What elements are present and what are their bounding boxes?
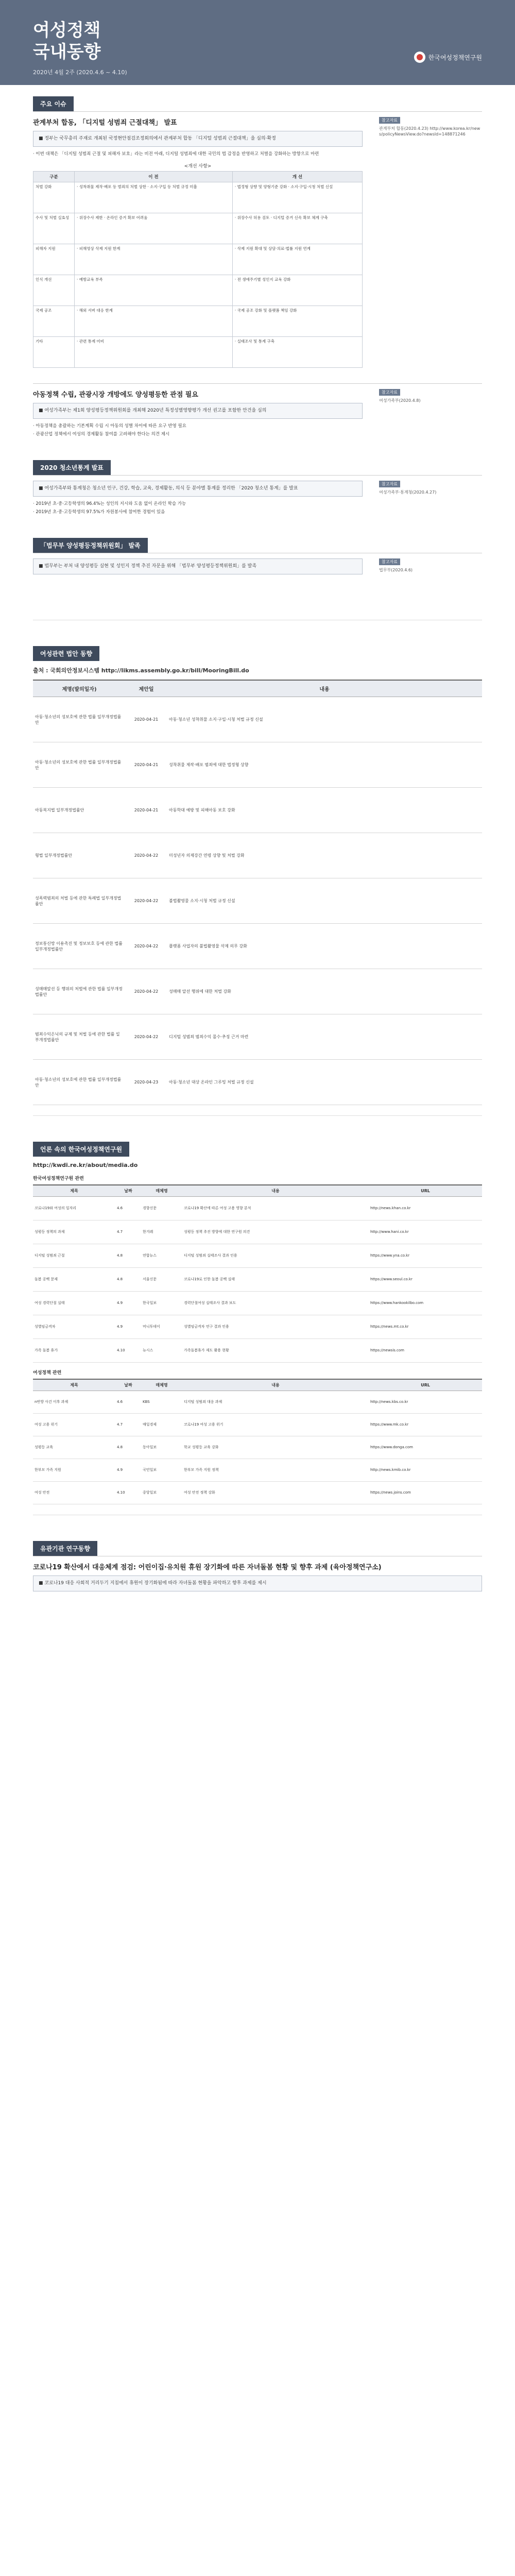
reference-box (379, 481, 482, 517)
cell[interactable]: 성매매알선 등 행위의 처벌에 관한 법률 일부개정법률안 (33, 969, 126, 1014)
url-link[interactable]: https://news.joins.com (369, 1482, 482, 1504)
table-row (33, 275, 363, 306)
cell: 4.10 (115, 1482, 141, 1504)
url-link[interactable]: https://www.seoul.co.kr (369, 1268, 482, 1292)
banner-subtitle: 국내동향 (33, 42, 101, 62)
col-header: 날짜 (115, 1379, 141, 1391)
cell[interactable]: 아동복지법 일부개정법률안 (33, 788, 126, 833)
cell: 서울신문 (141, 1268, 182, 1292)
header-banner (0, 0, 515, 85)
cell: 4.8 (115, 1268, 141, 1292)
cell: 경력단절여성 실태조사 결과 보도 (182, 1292, 369, 1315)
cell: 한부모 가족 지원 정책 (182, 1459, 369, 1482)
cell: · 성착취물 제작·배포 등 범죄의 처벌 상한 · 소지·구입 등 처벌 규정 미흡 (75, 182, 233, 213)
reference-label: 참고자료 (379, 558, 400, 565)
table-row (33, 1014, 482, 1060)
cell: 불법촬영물 소지·시청 처벌 규정 신설 (167, 878, 482, 924)
table-row (33, 244, 363, 275)
cell: 처벌 강화 (33, 182, 75, 213)
cell: · 피해영상 삭제 지원 한계 (75, 244, 233, 275)
col-header: 개 선 (232, 172, 362, 182)
issue-title: 아동정책 수립, 관광시장 개방에도 양성평등한 관점 필요 (33, 391, 198, 399)
cell: 코로나19 확산에 따른 여성 고용 영향 분석 (182, 1197, 369, 1221)
col-header: 제명(발의일자) (33, 680, 126, 697)
cell[interactable]: 정보통신망 이용촉진 및 정보보호 등에 관한 법률 일부개정법률안 (33, 924, 126, 969)
cell: · 국제 공조 강화 및 플랫폼 책임 강화 (232, 306, 362, 337)
cell: 2020-04-21 (126, 788, 167, 833)
reference-box (379, 558, 482, 609)
table-row (33, 337, 363, 368)
cell: 한부모 가족 지원 (33, 1459, 115, 1482)
url-link[interactable]: http://news.kmib.co.kr (369, 1459, 482, 1482)
table-row (33, 697, 482, 742)
col-header: 제안일 (126, 680, 167, 697)
url-link[interactable]: https://news.mt.co.kr (369, 1315, 482, 1339)
research-title: 코로나19 확산에서 대응체계 점검: 어린이집·유치원 휴원 장기화에 따른 자녀돌봄 현황 및 향후 과제 (육아정책연구소) (33, 1564, 382, 1571)
table-row (33, 1197, 482, 1221)
table-row (33, 1482, 482, 1504)
cell: 성착취물 제작·배포 범죄에 대한 법정형 상향 (167, 742, 482, 788)
cell: 코로나19와 여성의 일자리 (33, 1197, 115, 1221)
table-row (33, 924, 482, 969)
issue-item (33, 111, 482, 368)
table-row (33, 878, 482, 924)
reference-box (379, 117, 482, 368)
col-header: 날짜 (115, 1185, 141, 1197)
cell[interactable]: 성폭력범죄의 처벌 등에 관한 특례법 일부개정법률안 (33, 878, 126, 924)
url-link[interactable]: https://www.hankookilbo.com (369, 1292, 482, 1315)
cell: · 해외 서버 대응 한계 (75, 306, 233, 337)
reference-link[interactable]: 여성가족부(2020.4.8) (379, 398, 421, 403)
col-header: 이 전 (75, 172, 233, 182)
cell: 성평등 정책 추진 방향에 대한 연구원 의견 (182, 1221, 369, 1244)
cell: 성평등 정책의 과제 (33, 1221, 115, 1244)
cell: 국제 공조 (33, 306, 75, 337)
cell: 성별임금격차 (33, 1315, 115, 1339)
cell: 피해자 지원 (33, 244, 75, 275)
source-site[interactable]: http://kwdi.re.kr/about/media.do (33, 1162, 138, 1168)
cell: 뉴시스 (141, 1339, 182, 1363)
issue-summary: ■ 법무부는 부처 내 양성평등 실현 및 성인지 정책 추진 자문을 위해 「법무부 양성평등정책위원회」를 발족 (33, 558, 363, 574)
cell: 여성 고용 위기 (33, 1414, 115, 1436)
cell: 2020-04-22 (126, 1014, 167, 1060)
col-header: 제목 (33, 1185, 115, 1197)
improvement-table (33, 171, 363, 368)
issue-summary: ■ 정부는 국무총리 주재로 개최된 국정현안점검조정회의에서 관계부처 합동 「디지털 성범죄 근절대책」을 심의·확정 (33, 131, 363, 147)
table-row (33, 1268, 482, 1292)
table-row (33, 1339, 482, 1363)
col-header: 내용 (182, 1379, 369, 1391)
cell: 여성 안전 정책 강화 (182, 1482, 369, 1504)
col-header: 매체명 (141, 1185, 182, 1197)
cell: 아동학대 예방 및 피해아동 보호 강화 (167, 788, 482, 833)
source-site[interactable]: 출처 : 국회의안정보시스템 http://likms.assembly.go.kr/bill/MooringBill.do (33, 667, 249, 674)
url-link[interactable]: https://www.mk.co.kr (369, 1414, 482, 1436)
cell: 2020-04-21 (126, 742, 167, 788)
cell: 4.6 (115, 1197, 141, 1221)
col-header: URL (369, 1379, 482, 1391)
media-table-2 (33, 1379, 482, 1504)
table-row (33, 1459, 482, 1482)
media-group-label: 여성정책 관련 (33, 1370, 62, 1376)
cell: KBS (141, 1391, 182, 1414)
cell: 중앙일보 (141, 1482, 182, 1504)
issue-bullet: · 관광산업 정책에서 여성의 경제활동 참여를 고려해야 한다는 의견 제시 (33, 432, 170, 437)
table-row (33, 1391, 482, 1414)
section-head-youth-stats: 2020 청소년통계 발표 (33, 460, 111, 475)
table-row (33, 742, 482, 788)
cell: 성매매 알선 행위에 대한 처벌 강화 (167, 969, 482, 1014)
col-header: 내용 (167, 680, 482, 697)
cell: 여성 안전 (33, 1482, 115, 1504)
cell: 디지털 성범죄 대응 과제 (182, 1391, 369, 1414)
kwdi-logo-icon (414, 52, 425, 63)
cell: 성별임금격차 연구 결과 인용 (182, 1315, 369, 1339)
cell: 4.8 (115, 1244, 141, 1268)
cell[interactable]: 범죄수익은닉의 규제 및 처벌 등에 관한 법률 일부개정법률안 (33, 1014, 126, 1060)
cell: 가족돌봄휴가 제도 활용 현황 (182, 1339, 369, 1363)
issue-bullet: · 이번 대책은 「디지털 성범죄 근절 및 피해자 보호」라는 비전 아래, 디지털 성범죄에 대한 국민의 법 감정을 반영하고 처벌을 강화하는 방향으로 마련 (33, 151, 319, 157)
cell: 한국일보 (141, 1292, 182, 1315)
reference-label: 참고자료 (379, 389, 400, 396)
issue-bullet: · 아동정책을 총괄하는 기본계획 수립 시 아동의 성별 차이에 따른 요구 반영 필요 (33, 423, 186, 429)
org-logo (414, 52, 482, 63)
cell: 플랫폼 사업자의 불법촬영물 삭제 의무 강화 (167, 924, 482, 969)
section-head-media: 언론 속의 한국여성정책연구원 (33, 1142, 129, 1157)
issue-title: 관계부처 합동, 「디지털 성범죄 근절대책」 발표 (33, 119, 177, 127)
cell: · 전 생애주기별 성인지 교육 강화 (232, 275, 362, 306)
reference-link[interactable]: 여성가족부·통계청(2020.4.27) (379, 490, 437, 495)
issue-bullet: · 2019년 초·중·고등학생의 96.4%는 성인의 지시와 도움 없이 온라인 학습 가능 (33, 501, 186, 506)
cell: 4.7 (115, 1414, 141, 1436)
table-row (33, 1414, 482, 1436)
cell: 디지털 성범죄 근절 (33, 1244, 115, 1268)
cell: 동아일보 (141, 1436, 182, 1459)
cell: 여성 경력단절 실태 (33, 1292, 115, 1315)
col-header: 내용 (182, 1185, 369, 1197)
table-row (33, 182, 363, 213)
cell: 4.10 (115, 1339, 141, 1363)
cell: 4.7 (115, 1221, 141, 1244)
cell: 학교 성평등 교육 강화 (182, 1436, 369, 1459)
url-link[interactable]: http://www.hani.co.kr (369, 1221, 482, 1244)
research-item (33, 1556, 482, 1591)
section-head-main-issue: 주요 이슈 (33, 96, 74, 111)
cell: · 실태조사 및 통계 구축 (232, 337, 362, 368)
col-header: URL (369, 1185, 482, 1197)
cell: 수사 및 처벌 실효성 (33, 213, 75, 244)
reference-box (379, 389, 482, 439)
url-link[interactable]: https://www.yna.co.kr (369, 1244, 482, 1268)
table-row (33, 306, 363, 337)
cell: 2020-04-22 (126, 833, 167, 878)
cell: 코로나19로 인한 돌봄 공백 실태 (182, 1268, 369, 1292)
table-title: <개선 사항> (184, 164, 212, 169)
cell: · 예방교육 부족 (75, 275, 233, 306)
research-summary: ■ 코로나19 대응 사회적 거리두기 지침에서 휴원이 장기화됨에 따라 자녀돌봄 현황을 파악하고 향후 과제를 제시 (33, 1575, 482, 1591)
issue-item (33, 475, 482, 517)
cell: 디지털 성범죄 범죄수익 몰수·추징 근거 마련 (167, 1014, 482, 1060)
issue-item (33, 383, 482, 439)
cell: · 관련 통계 미비 (75, 337, 233, 368)
cell: · 삭제 지원 확대 및 상담·의료·법률 지원 연계 (232, 244, 362, 275)
cell: 2020-04-23 (126, 1060, 167, 1105)
table-row (33, 1244, 482, 1268)
cell: 코로나19 여성 고용 위기 (182, 1414, 369, 1436)
cell: 매일경제 (141, 1414, 182, 1436)
cell: 돌봄 공백 문제 (33, 1268, 115, 1292)
col-header: 제목 (33, 1379, 115, 1391)
media-table (33, 1184, 482, 1363)
table-row (33, 833, 482, 878)
cell: 미성년자 의제강간 연령 상향 및 처벌 강화 (167, 833, 482, 878)
media-group-label: 한국여성정책연구원 관련 (33, 1176, 84, 1181)
bill-table (33, 680, 482, 1105)
col-header: 구분 (33, 172, 75, 182)
cell: 한겨레 (141, 1221, 182, 1244)
cell: 연합뉴스 (141, 1244, 182, 1268)
table-row (33, 1292, 482, 1315)
cell: 머니투데이 (141, 1315, 182, 1339)
cell: 기타 (33, 337, 75, 368)
cell: 가족 돌봄 휴가 (33, 1339, 115, 1363)
col-header: 매체명 (141, 1379, 182, 1391)
cell: · 위장수사 허용 검토 · 디지털 증거 신속 확보 체계 구축 (232, 213, 362, 244)
cell: · 법정형 상향 및 양형기준 강화 · 소지·구입·시청 처벌 신설 (232, 182, 362, 213)
table-row (33, 1436, 482, 1459)
cell: 2020-04-22 (126, 969, 167, 1014)
cell: 아동·청소년 성착취물 소지·구입·시청 처벌 규정 신설 (167, 697, 482, 742)
section-head-related-research: 유관기관 연구동향 (33, 1541, 97, 1556)
url-link[interactable]: https://newsis.com (369, 1339, 482, 1363)
cell[interactable]: 아동·청소년의 성보호에 관한 법률 일부개정법률안 (33, 742, 126, 788)
cell: 2020-04-22 (126, 924, 167, 969)
section-head-bills: 여성관련 법안 동향 (33, 646, 99, 661)
url-link[interactable]: http://news.khan.co.kr (369, 1197, 482, 1221)
table-row (33, 969, 482, 1014)
cell: 4.9 (115, 1315, 141, 1339)
banner-date: 2020년 4월 2주 (2020.4.6 ~ 4.10) (33, 69, 127, 76)
cell: 아동·청소년 대상 온라인 그루밍 처벌 규정 신설 (167, 1060, 482, 1105)
issue-summary: ■ 여성가족부는 제1회 양성평등정책위원회를 개최해 2020년 특정성별영향평가 개선 권고를 포함한 안건을 심의 (33, 403, 363, 419)
cell: · 위장수사 제한 · 온라인 증거 확보 어려움 (75, 213, 233, 244)
table-row (33, 1060, 482, 1105)
issue-summary: ■ 여성가족부와 통계청은 청소년 인구, 건강, 학습, 교육, 경제활동, 의식 등 분야별 통계를 정리한 「2020 청소년 통계」를 발표 (33, 481, 363, 497)
url-link[interactable]: https://www.donga.com (369, 1436, 482, 1459)
cell: 성평등 교육 (33, 1436, 115, 1459)
cell: 2020-04-22 (126, 878, 167, 924)
reference-label: 참고자료 (379, 117, 400, 124)
cell: 경향신문 (141, 1197, 182, 1221)
cell[interactable]: 형법 일부개정법률안 (33, 833, 126, 878)
banner-title: 여성정책 (33, 20, 101, 41)
table-row (33, 1221, 482, 1244)
cell[interactable]: 아동·청소년의 성보호에 관한 법률 일부개정법률안 (33, 1060, 126, 1105)
cell: n번방 사건 이후 과제 (33, 1391, 115, 1414)
table-row (33, 788, 482, 833)
reference-link[interactable]: 법무부(2020.4.6) (379, 568, 413, 572)
table-row (33, 213, 363, 244)
url-link[interactable]: http://news.kbs.co.kr (369, 1391, 482, 1414)
reference-link[interactable]: 관계부처 합동(2020.4.23) http://www.korea.kr/news/policyNewsView.do?newsId=148871246 (379, 126, 480, 137)
issue-bullet: · 2019년 초·중·고등학생의 97.5%가 자원봉사에 참여한 경험이 있음 (33, 510, 165, 515)
table-row (33, 1315, 482, 1339)
cell: 2020-04-21 (126, 697, 167, 742)
cell: 국민일보 (141, 1459, 182, 1482)
cell: 4.8 (115, 1436, 141, 1459)
cell: 인식 개선 (33, 275, 75, 306)
cell: 4.9 (115, 1292, 141, 1315)
reference-label: 참고자료 (379, 481, 400, 487)
section-head-justice-committee: 「법무부 양성평등정책위원회」 발족 (33, 538, 148, 553)
issue-item (33, 553, 482, 609)
cell: 4.9 (115, 1459, 141, 1482)
cell: 4.6 (115, 1391, 141, 1414)
cell[interactable]: 아동·청소년의 성보호에 관한 법률 일부개정법률안 (33, 697, 126, 742)
org-name: 한국여성정책연구원 (428, 54, 482, 61)
cell: 디지털 성범죄 실태조사 결과 인용 (182, 1244, 369, 1268)
